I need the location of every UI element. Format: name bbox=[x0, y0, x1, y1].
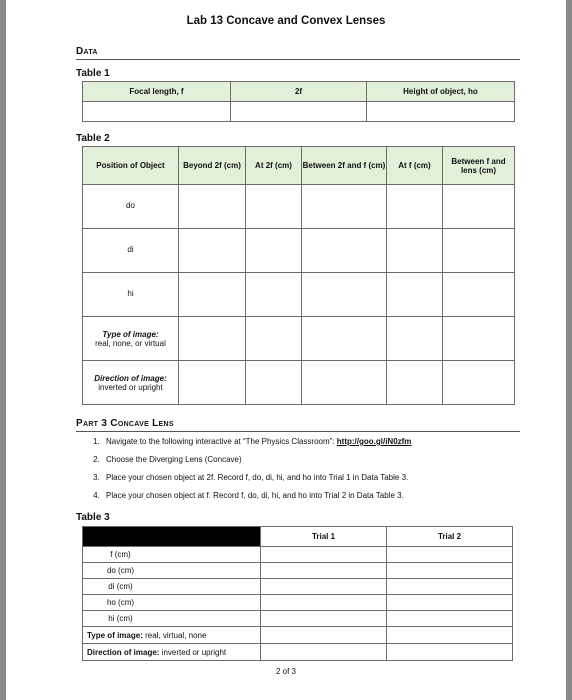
table3-header-trial2: Trial 2 bbox=[387, 527, 513, 547]
table2-cell[interactable] bbox=[179, 185, 246, 229]
section-part3-heading bbox=[76, 418, 520, 432]
table2-header-position: Position of Object bbox=[83, 147, 179, 185]
table3-row-label-f: f (cm) bbox=[83, 547, 261, 563]
table2-cell[interactable] bbox=[179, 317, 246, 361]
table2-cell[interactable] bbox=[246, 229, 302, 273]
table2-direction-bold: Direction of image: bbox=[94, 373, 167, 383]
table3-row-label-di: di (cm) bbox=[83, 579, 261, 595]
table3-direction-bold: Direction of image: bbox=[87, 647, 160, 657]
table1-cell-height[interactable] bbox=[367, 102, 515, 122]
step-1 bbox=[102, 437, 542, 446]
table3-row-label-ho: ho (cm) bbox=[83, 595, 261, 611]
step-1-text: Navigate to the following interactive at “The Physics Classroom”: bbox=[106, 437, 337, 446]
table3-cell[interactable] bbox=[387, 611, 513, 627]
table2-cell[interactable] bbox=[443, 317, 515, 361]
part3-label: Part 3 bbox=[76, 418, 108, 429]
table1-cell-focal[interactable] bbox=[83, 102, 231, 122]
table3-cell[interactable] bbox=[387, 644, 513, 661]
table1-header-2f: 2f bbox=[231, 82, 367, 102]
table3-cell[interactable] bbox=[387, 579, 513, 595]
table3-row-label-do: do (cm) bbox=[83, 563, 261, 579]
table3-row-label-type bbox=[83, 627, 261, 644]
table2-cell[interactable] bbox=[302, 185, 387, 229]
table2-row-label-di: di bbox=[83, 229, 179, 273]
table3-cell[interactable] bbox=[261, 579, 387, 595]
table1-header-focal: Focal length, f bbox=[83, 82, 231, 102]
table3-cell[interactable] bbox=[261, 627, 387, 644]
table2-header-at-2f: At 2f (cm) bbox=[246, 147, 302, 185]
step-3: 3. Place your chosen object at 2f. Record f, do, di, hi, and ho into Trial 1 in Data Table 3. bbox=[102, 473, 542, 482]
page-number: 2 of 3 bbox=[275, 667, 296, 676]
table2-header-between-2f-f: Between 2f and f (cm) bbox=[302, 147, 387, 185]
table2-cell[interactable] bbox=[179, 273, 246, 317]
table3-header-trial1: Trial 1 bbox=[261, 527, 387, 547]
step-4: 4. Place your chosen object at f. Record f, do, di, hi, and ho into Trial 2 in Data Table 3. bbox=[102, 491, 542, 500]
table2-direction-text: inverted or upright bbox=[98, 382, 163, 392]
table2-cell[interactable] bbox=[246, 361, 302, 405]
table2-header-beyond-2f: Beyond 2f (cm) bbox=[179, 147, 246, 185]
table1 bbox=[82, 81, 515, 122]
table3-cell[interactable] bbox=[387, 563, 513, 579]
table1-label: Table 1 bbox=[76, 68, 110, 79]
table2-cell[interactable] bbox=[302, 361, 387, 405]
table2-cell[interactable] bbox=[443, 273, 515, 317]
table2-header-at-f: At f (cm) bbox=[387, 147, 443, 185]
table2-cell[interactable] bbox=[443, 361, 515, 405]
table2-cell[interactable] bbox=[246, 273, 302, 317]
table2-cell[interactable] bbox=[387, 361, 443, 405]
table3 bbox=[82, 526, 513, 661]
table2-cell[interactable] bbox=[246, 185, 302, 229]
table3-header-blank bbox=[83, 527, 261, 547]
physics-classroom-link[interactable]: http://goo.gl/iN0zfm bbox=[336, 437, 412, 446]
table2-cell[interactable] bbox=[387, 229, 443, 273]
table3-cell[interactable] bbox=[387, 627, 513, 644]
table2-cell[interactable] bbox=[387, 185, 443, 229]
table3-cell[interactable] bbox=[261, 563, 387, 579]
table3-cell[interactable] bbox=[261, 644, 387, 661]
step-2: 2. Choose the Diverging Lens (Concave) bbox=[102, 455, 542, 464]
table2-cell[interactable] bbox=[179, 229, 246, 273]
table3-cell[interactable] bbox=[261, 547, 387, 563]
table3-cell[interactable] bbox=[261, 611, 387, 627]
table2-type-text: real, none, or virtual bbox=[95, 338, 166, 348]
table3-cell[interactable] bbox=[387, 595, 513, 611]
table2-cell[interactable] bbox=[302, 273, 387, 317]
table2-cell[interactable] bbox=[443, 229, 515, 273]
section-data-label: Data bbox=[76, 46, 98, 57]
document-page bbox=[6, 0, 566, 700]
table3-row-label-direction bbox=[83, 644, 261, 661]
table2-header-between-f-lens: Between f and lens (cm) bbox=[443, 147, 515, 185]
table3-direction-text: inverted or upright bbox=[159, 647, 227, 657]
table3-cell[interactable] bbox=[261, 595, 387, 611]
part3-name: Concave Lens bbox=[110, 418, 174, 429]
table1-header-height: Height of object, ho bbox=[367, 82, 515, 102]
table3-type-bold: Type of image: bbox=[87, 630, 143, 640]
table2-type-bold: Type of image: bbox=[102, 329, 159, 339]
table2-cell[interactable] bbox=[246, 317, 302, 361]
table2-cell[interactable] bbox=[387, 273, 443, 317]
table3-cell[interactable] bbox=[387, 547, 513, 563]
section-data-heading bbox=[76, 46, 520, 60]
table2-cell[interactable] bbox=[302, 317, 387, 361]
table1-cell-2f[interactable] bbox=[231, 102, 367, 122]
part3-steps bbox=[88, 437, 542, 509]
table2-cell[interactable] bbox=[443, 185, 515, 229]
table3-type-text: real, virtual, none bbox=[142, 630, 207, 640]
table2-row-label-direction bbox=[83, 361, 179, 405]
table2-label: Table 2 bbox=[76, 133, 110, 144]
page-title: Lab 13 Concave and Convex Lenses bbox=[186, 15, 386, 27]
table3-label: Table 3 bbox=[76, 512, 110, 523]
table2-row-label-hi: hi bbox=[83, 273, 179, 317]
table2 bbox=[82, 146, 515, 405]
table2-row-label-type bbox=[83, 317, 179, 361]
table2-cell[interactable] bbox=[302, 229, 387, 273]
table3-row-label-hi: hi (cm) bbox=[83, 611, 261, 627]
table2-cell[interactable] bbox=[179, 361, 246, 405]
table2-row-label-do: do bbox=[83, 185, 179, 229]
table2-cell[interactable] bbox=[387, 317, 443, 361]
